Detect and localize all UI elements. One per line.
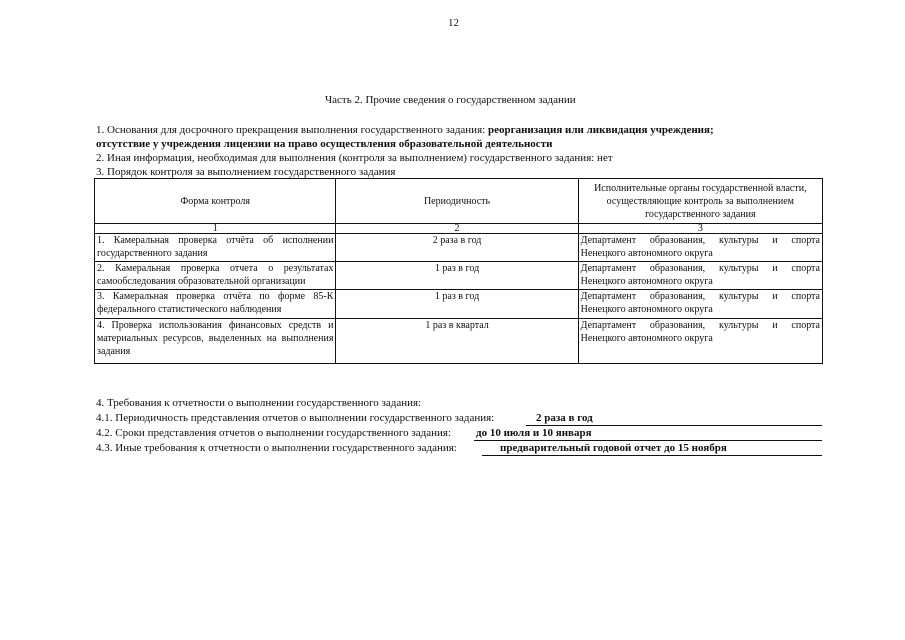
part-title: Часть 2. Прочие сведения о государственном задании [325, 94, 576, 106]
requirement-4-2-underline [474, 440, 822, 441]
row-period: 1 раз в год [336, 262, 578, 290]
table-header-row [95, 179, 823, 224]
item1-value-line2: отсутствие у учреждения лицензии на право осуществления образовательной деятельности [96, 138, 553, 150]
item3-line: 3. Порядок контроля за выполнением государственного задания [96, 166, 396, 178]
col-number-1: 1 [95, 224, 336, 234]
header-period: Периодичность [336, 179, 578, 224]
row-organ: Департамент образования, культуры и спорта Ненецкого автономного округа [578, 290, 822, 319]
requirement-4-1-underline [526, 425, 822, 426]
col-number-2: 2 [336, 224, 578, 234]
row-form: 3. Камеральная проверка отчёта по форме 85-К федерального статистического наблюдения [95, 290, 336, 319]
requirement-4-2-value: до 10 июля и 10 января [476, 427, 592, 439]
requirement-4-3-label: 4.3. Иные требования к отчетности о выполнении государственного задания: [96, 442, 457, 454]
col-number-3: 3 [578, 224, 822, 234]
requirements-title: 4. Требования к отчетности о выполнении государственного задания: [96, 397, 422, 409]
requirement-4-3-value: предварительный годовой отчет до 15 ноября [500, 442, 727, 454]
row-organ: Департамент образования, культуры и спорта Ненецкого автономного округа [578, 234, 822, 262]
item1-line [96, 124, 714, 136]
requirement-4-1 [96, 412, 494, 424]
requirement-4-2 [96, 427, 451, 439]
row-form: 4. Проверка использования финансовых средств и материальных ресурсов, выделенных на выполнения задания [95, 319, 336, 364]
requirement-4-2-label: 4.2. Сроки представления отчетов о выполнении государственного задания: [96, 427, 452, 439]
table-row [95, 290, 823, 319]
requirement-4-1-label: 4.1. Периодичность представления отчетов о выполнении государственного задания: [96, 412, 495, 424]
page-number: 12 [448, 17, 459, 29]
table-number-row [95, 224, 823, 234]
item1-value-line1: реорганизация или ликвидация учреждения; [487, 124, 714, 136]
requirement-4-1-value: 2 раза в год [536, 412, 593, 424]
row-organ: Департамент образования, культуры и спорта Ненецкого автономного округа [578, 319, 822, 364]
row-period: 1 раз в квартал [336, 319, 578, 364]
table-row [95, 262, 823, 290]
header-organ: Исполнительные органы государственной власти, осуществляющие контроль за выполнением государственного задания [578, 179, 822, 224]
item1-label: 1. Основания для досрочного прекращения выполнения государственного задания: [96, 124, 486, 136]
row-form: 2. Камеральная проверка отчета о результатах самообследования образовательной организации [95, 262, 336, 290]
row-organ: Департамент образования, культуры и спорта Ненецкого автономного округа [578, 262, 822, 290]
row-period: 1 раз в год [336, 290, 578, 319]
table-row [95, 234, 823, 262]
row-period: 2 раза в год [336, 234, 578, 262]
requirement-4-3 [96, 442, 457, 454]
requirement-4-3-underline [482, 455, 822, 456]
control-table [94, 178, 823, 364]
row-form: 1. Камеральная проверка отчёта об исполнении государственного задания [95, 234, 336, 262]
item2-line: 2. Иная информация, необходимая для выполнения (контроля за выполнением) государственного задания: нет [96, 152, 613, 164]
table-row [95, 319, 823, 364]
header-form: Форма контроля [95, 179, 336, 224]
